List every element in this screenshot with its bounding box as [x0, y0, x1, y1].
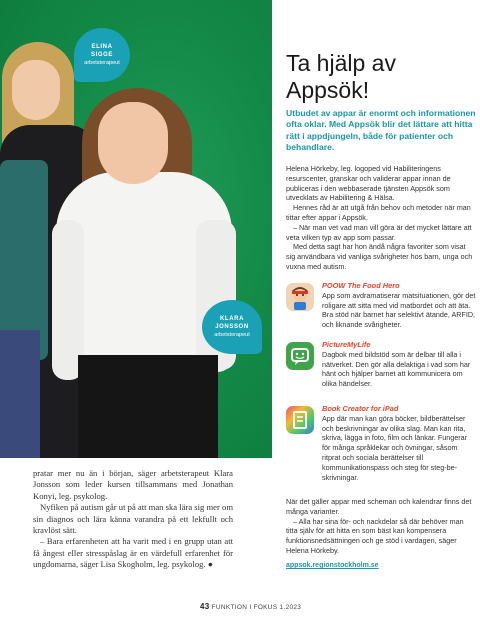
article-title: Ta hjälp av Appsök! — [286, 50, 396, 103]
page-footer — [200, 602, 301, 611]
person-klara-pants — [78, 355, 218, 458]
paragraph: Nyfiken på autism går ut på att man ska lära sig mer om sin diagnos och lära känna varandra på ett lekfullt och kravlöst sätt. — [33, 502, 233, 536]
bubble-role: arbetsterapeut — [214, 332, 250, 338]
page-number: 43 — [200, 602, 210, 611]
bubble-name: SIGGE — [90, 52, 113, 58]
app-entry-poow — [286, 281, 476, 330]
bubble-role: arbetsterapeut — [84, 60, 120, 66]
bubble-name: KLARA — [220, 316, 244, 322]
article-photo — [0, 0, 272, 458]
paragraph: Helena Hörkeby, leg. logoped vid Habiliteringens resurscenter, granskar och validerar appar innan de publiceras i den webbaserade tjänsten Appsök som utvecklats av Habilitering & Hälsa. — [286, 164, 451, 203]
article-lead: Utbudet av appar är enormt och informationen ofta oklar. Med Appsök blir det lättare att hitta rätt i appdjungeln, både för patienter och behandlare. — [286, 108, 476, 153]
left-column-text — [33, 468, 233, 571]
appsok-link[interactable]: appsok.regionstockholm.se — [286, 562, 379, 569]
paragraph: – Bara erfarenheten att ha varit med i en grupp utan att få ångest eller stresspåslag är en värdefull erfarenhet för ungdomarna, säger Lisa Skogholm, leg. psykolog. ● — [33, 536, 233, 570]
paragraph: Med detta sagt har hon ändå några favoriter som visat sig användbara vid vanliga svårigheter hos barn, unga och vuxna med autism. — [286, 242, 473, 271]
app-description: App där man kan göra böcker, bildberättelser och beskrivningar av olika slag. Man kan rita, skriva, lägga in foto, film och länkar. Fungerar för många språklekar och övningar, såsom ritprat och sociala berättelser till kommunikationspass och steg för steg-beskrivningar. — [322, 413, 468, 482]
paragraph: Hennes råd är att utgå från behov och metoder när man tittar efter appar i Appsök. — [286, 203, 471, 222]
right-column — [278, 0, 480, 631]
app-name: POOW The Food Hero — [322, 281, 400, 290]
food-hero-icon — [286, 283, 314, 311]
app-entry-book-creator — [286, 404, 476, 482]
bubble-name: ELINA — [91, 44, 113, 50]
person-elina-face — [12, 60, 60, 120]
app-entry-picturemylife — [286, 340, 476, 389]
closing-paragraphs — [286, 497, 476, 556]
paragraph: pratar mer nu än i början, säger arbetsterapeut Klara Jonsson som leder kursen tillsammans med Jonathan Konyi, leg. psykolog. — [33, 468, 233, 501]
person-klara-face — [98, 102, 168, 184]
picture-my-life-icon — [286, 342, 314, 370]
name-bubble-klara — [202, 300, 262, 354]
app-name: PictureMyLife — [322, 340, 371, 349]
paragraph: När det gäller appar med scheman och kalendrar finns det många varianter. — [286, 497, 472, 516]
book-creator-icon — [286, 406, 314, 434]
app-description: App som avdramatiserar matsituationen, gör det roligare att sitta med vid matbordet och att äta. Bra stöd när barnet har selektivt ätande, ARFID, och liknande svårigheter. — [322, 290, 476, 330]
paragraph: – När man vet vad man vill göra är det mycket lättare att veta vilken typ av app som passar. — [286, 222, 472, 242]
bubble-name: JONSSON — [215, 324, 249, 330]
app-description: Dagbok med bildstöd som är delbar till alla i nätverket. Den gör alla delaktiga i vad som har hänt och hjälper barnet att kommunicera om olika händelser. — [322, 349, 471, 389]
person-left-jeans — [0, 330, 40, 458]
paragraph: – Alla har sina för- och nackdelar så där behöver man titta själv för att hitta en som bäst kan kompensera funktionsnedsättningen och ge stöd i vardagen, säger Helena Hörkeby. — [286, 516, 464, 555]
name-bubble-elina — [74, 28, 130, 82]
article-body — [286, 164, 476, 272]
app-name: Book Creator for iPad — [322, 404, 399, 413]
magazine-name: FUNKTION I FOKUS 1.2023 — [211, 604, 302, 611]
